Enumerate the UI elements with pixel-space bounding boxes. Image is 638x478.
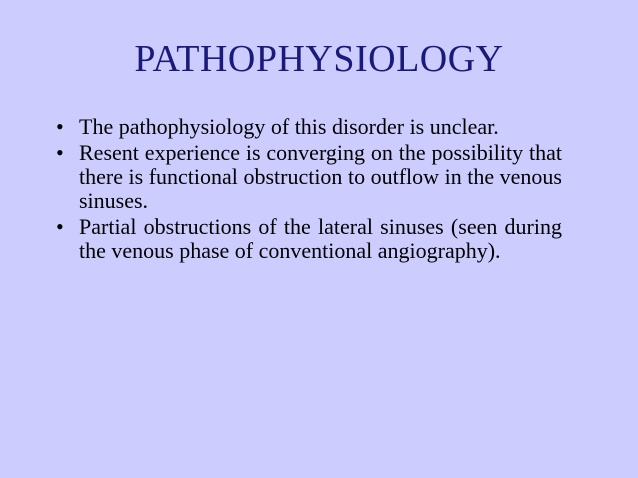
bullet-item bbox=[56, 215, 562, 263]
bullet-text: Partial obstructions of the lateral sinuses (seen during the venous phase of conventional angiography). bbox=[79, 214, 562, 263]
bullet-text: Resent experience is converging on the possibility that there is functional obstruction to outflow in the venous sinuses. bbox=[79, 140, 562, 213]
bullet-list bbox=[56, 115, 562, 265]
bullet-marker: • bbox=[56, 214, 64, 239]
slide-title: PATHOPHYSIOLOGY bbox=[134, 38, 504, 80]
bullet-marker: • bbox=[56, 114, 64, 139]
bullet-text: The pathophysiology of this disorder is unclear. bbox=[79, 114, 499, 139]
bullet-marker: • bbox=[56, 140, 64, 165]
bullet-item bbox=[56, 115, 562, 139]
bullet-item bbox=[56, 141, 562, 213]
